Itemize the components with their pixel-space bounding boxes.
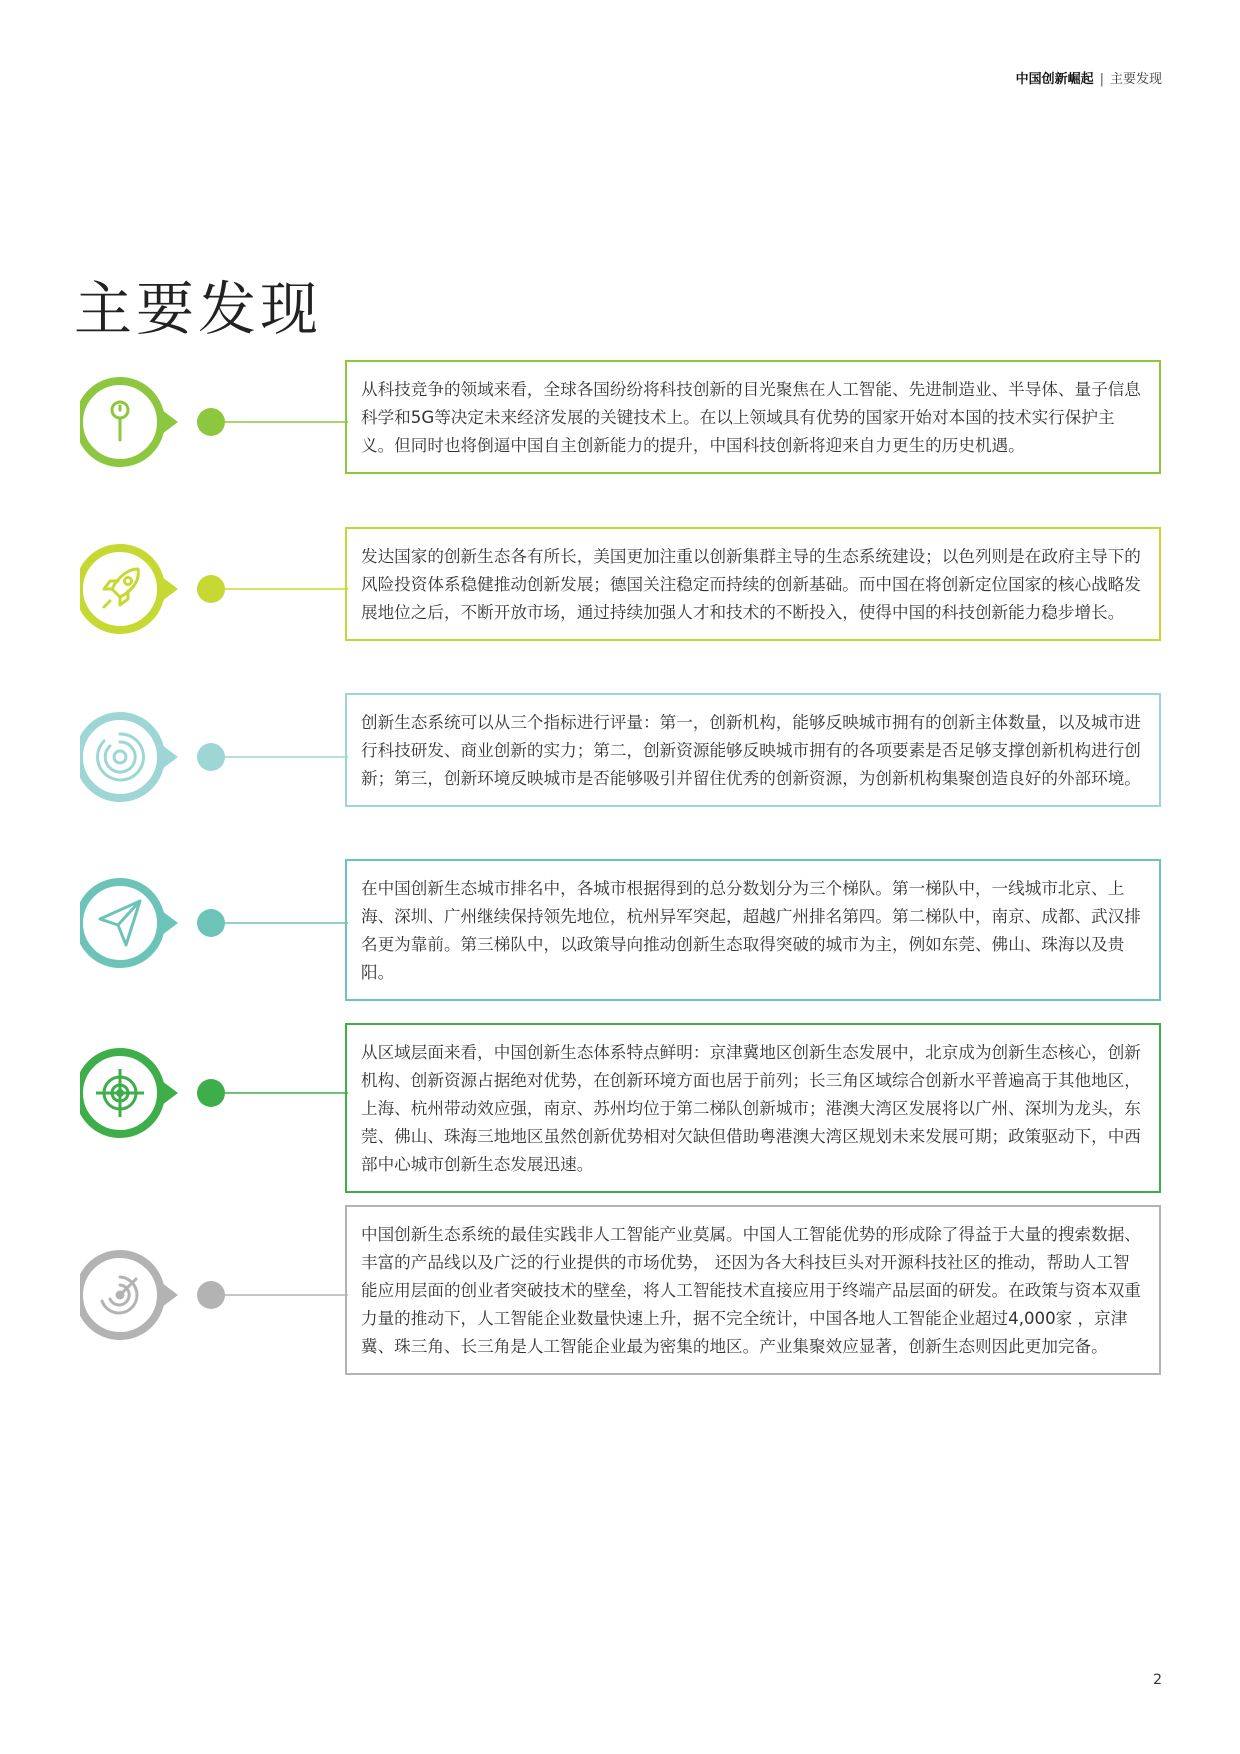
finding-3-text: 创新生态系统可以从三个指标进行评量：第一，创新机构，能够反映城市拥有的创新主体数量，以及城市进行科技研发、商业创新的实力；第二，创新资源能够反映城市拥有的各项要素是否足够支撑创新机构进行创新；第三，创新环境反映城市是否能够吸引并留住优秀的创新资源，为创新机构集聚创造良好的外部环境。 bbox=[345, 693, 1161, 807]
finding-1-text: 从科技竞争的领域来看，全球各国纷纷将科技创新的目光聚焦在人工智能、先进制造业、半导体、量子信息科学和5G等决定未来经济发展的关键技术上。在以上领域具有优势的国家开始对本国的技术实行保护主义。但同时也将倒逼中国自主创新能力的提升，中国科技创新将迎来自力更生的历史机遇。 bbox=[345, 360, 1161, 474]
finding-1-connector bbox=[80, 372, 350, 472]
header-separator: | bbox=[1099, 72, 1104, 87]
page-title: 主要发现 bbox=[74, 275, 323, 343]
finding-4-text: 在中国创新生态城市排名中，各城市根据得到的总分数划分为三个梯队。第一梯队中，一线城市北京、上海、深圳、广州继续保持领先地位，杭州异军突起，超越广州排名第四。第二梯队中，南京、成都、武汉排名更为靠前。第三梯队中，以政策导向推动创新生态取得突破的城市为主，例如东莞、佛山、珠海以及贵阳。 bbox=[345, 859, 1161, 1001]
page-number: 2 bbox=[1153, 1672, 1162, 1688]
section-name: 主要发现 bbox=[1109, 72, 1162, 87]
finding-4-connector bbox=[80, 873, 350, 973]
radar-icon bbox=[102, 1277, 137, 1313]
rocket-icon bbox=[104, 569, 138, 607]
lightbulb-icon bbox=[112, 402, 128, 440]
crosshair-icon bbox=[96, 1069, 144, 1117]
finding-6-connector bbox=[80, 1245, 350, 1345]
report-title: 中国创新崛起 bbox=[1015, 72, 1094, 87]
finding-5-text: 从区域层面来看，中国创新生态体系特点鲜明：京津冀地区创新生态发展中，北京成为创新生态核心，创新机构、创新资源占据绝对优势，在创新环境方面也居于前列；长三角区域综合创新水平普遍高于其他地区，上海、杭州带动效应强，南京、苏州均位于第二梯队创新城市；港澳大湾区发展将以广州、深圳为龙头，东莞、佛山、珠海三地地区虽然创新优势相对欠缺但借助粤港澳大湾区规划未来发展可期；政策驱动下，中西部中心城市创新生态发展迅速。 bbox=[345, 1023, 1161, 1193]
finding-3-connector bbox=[80, 707, 350, 807]
finding-6-text: 中国创新生态系统的最佳实践非人工智能产业莫属。中国人工智能优势的形成除了得益于大量的搜索数据、丰富的产品线以及广泛的行业提供的市场优势， 还因为各大科技巨头对开源科技社区的推动，帮助人工智能应用层面的创业者突破技术的壁垒，将人工智能技术直接应用于终端产品层面的研发。在政策与资本双重力量的推动下，人工智能企业数量快速上升，据不完全统计，中国各地人工智能企业超过4,000家 ，京津冀、珠三角、长三角是人工智能企业最为密集的地区。产业集聚效应显著，创新生态则因此更加完备。 bbox=[345, 1205, 1161, 1375]
navigation-arrow-icon bbox=[100, 901, 140, 945]
target-rings-icon bbox=[98, 734, 144, 780]
finding-2-connector bbox=[80, 539, 350, 639]
finding-5-connector bbox=[80, 1043, 350, 1143]
running-header bbox=[1016, 68, 1162, 87]
finding-2-text: 发达国家的创新生态各有所长，美国更加注重以创新集群主导的生态系统建设；以色列则是在政府主导下的风险投资体系稳健推动创新发展；德国关注稳定而持续的创新基础。而中国在将创新定位国家的核心战略发展地位之后，不断开放市场，通过持续加强人才和技术的不断投入，使得中国的科技创新能力稳步增长。 bbox=[345, 527, 1161, 641]
